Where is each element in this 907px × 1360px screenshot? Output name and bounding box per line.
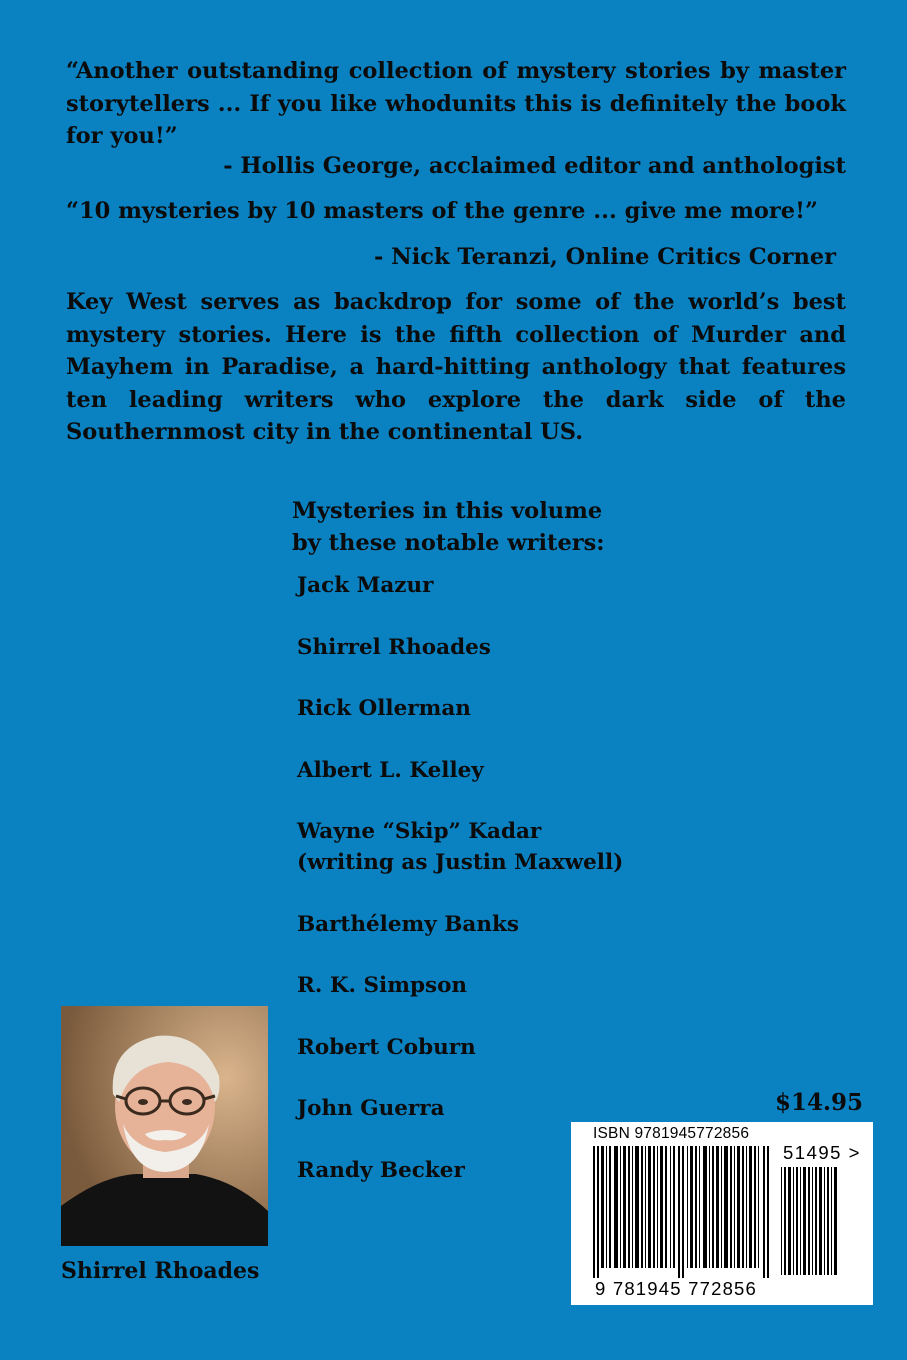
writer-name: Randy Becker xyxy=(297,1157,465,1183)
isbn-label: ISBN 9781945772856 xyxy=(593,1125,750,1142)
writer-item xyxy=(297,632,623,663)
writer-pen-name-note: (writing as Justin Maxwell) xyxy=(297,850,624,875)
writer-name: Shirrel Rhoades xyxy=(297,634,491,660)
author-photo xyxy=(61,1006,268,1246)
price-addon-bars xyxy=(781,1167,841,1275)
review-attribution-1: - Hollis George, acclaimed editor and anthologist xyxy=(223,153,846,179)
writer-name: Robert Coburn xyxy=(297,1034,476,1060)
writer-name: Wayne “Skip” Kadar xyxy=(297,819,542,844)
ean13-barcode-bars xyxy=(591,1146,773,1278)
writers-heading-line-1: Mysteries in this volume xyxy=(292,498,603,524)
writer-name: R. K. Simpson xyxy=(297,973,468,998)
writer-item xyxy=(297,693,623,724)
book-description: Key West serves as backdrop for some of the world’s best mystery stories. Here is the fifth collection of Murder and Mayhem in Paradise, a hard-hitting anthology that features ten leading writers who explore the dark side of the Southernmost city in the continental US. xyxy=(66,289,846,445)
author-photo-caption: Shirrel Rhoades xyxy=(61,1258,260,1284)
review-quote-1: “Another outstanding collection of mystery stories by master storytellers ... If you like whodunits this is definitely the book for you!” xyxy=(66,58,846,149)
writer-name: Rick Ollerman xyxy=(297,696,471,721)
writers-list xyxy=(297,570,623,1216)
addon-code: 51495 > xyxy=(783,1142,861,1163)
author-portrait-illustration xyxy=(61,1006,268,1246)
writer-item xyxy=(297,909,623,940)
writers-heading xyxy=(292,495,605,559)
writer-name: John Guerra xyxy=(297,1096,445,1121)
writer-name: Jack Mazur xyxy=(297,573,434,598)
writer-item xyxy=(297,1093,623,1124)
writer-item xyxy=(297,970,623,1001)
writer-item xyxy=(297,755,623,786)
isbn-digits: 9 781945 772856 xyxy=(595,1278,758,1299)
isbn-barcode xyxy=(571,1122,873,1305)
price: $14.95 xyxy=(775,1089,864,1116)
writer-name: Albert L. Kelley xyxy=(297,757,484,783)
writer-item xyxy=(297,570,623,601)
writer-item xyxy=(297,816,623,878)
writers-heading-line-2: by these notable writers: xyxy=(292,530,605,556)
writer-item xyxy=(297,1032,623,1063)
writer-name: Barthélemy Banks xyxy=(297,911,519,937)
review-quote-2: “10 mysteries by 10 masters of the genre ... give me more!” xyxy=(66,198,818,224)
review-attribution-2: - Nick Teranzi, Online Critics Corner xyxy=(374,244,836,270)
